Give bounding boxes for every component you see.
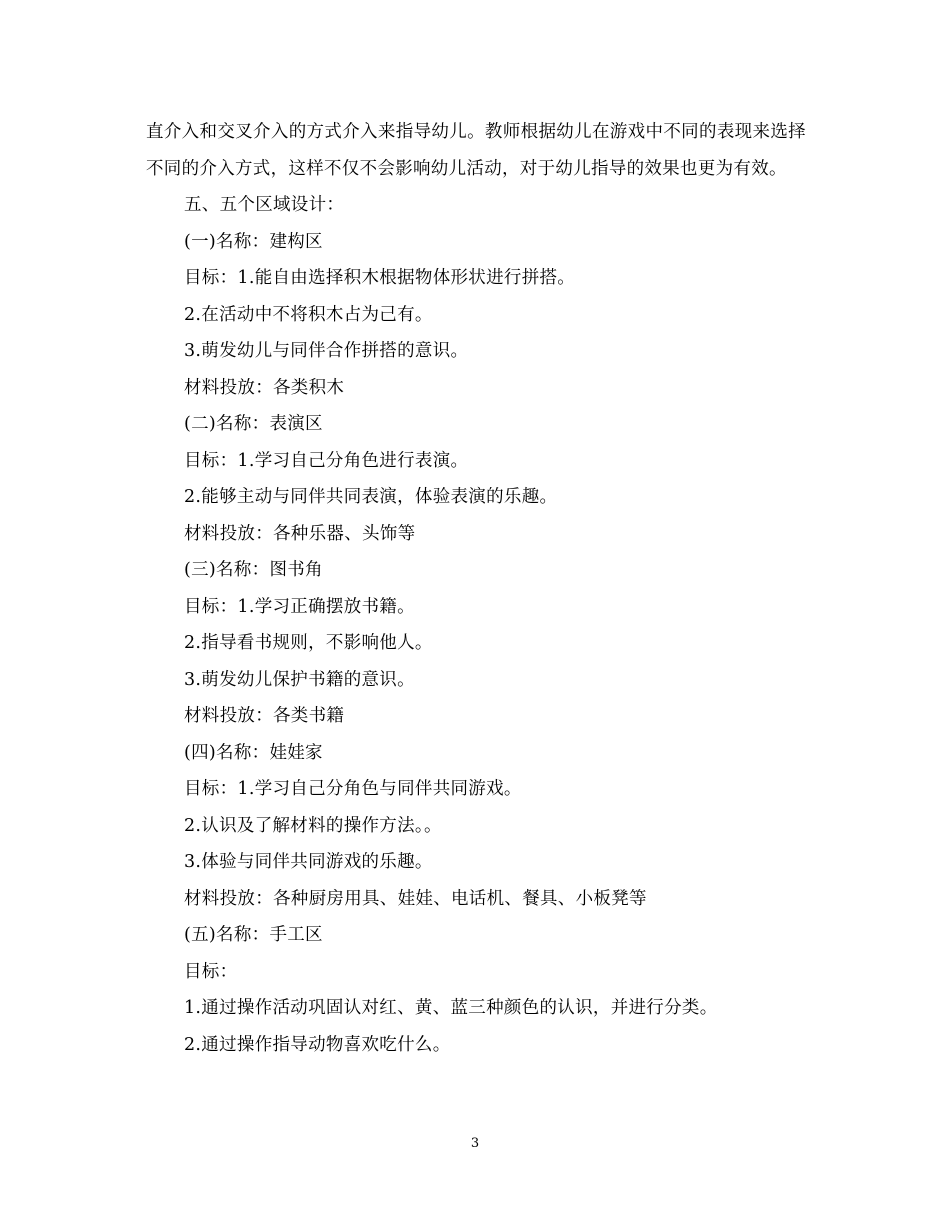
text-line: 2.指导看书规则，不影响他人。 bbox=[184, 633, 433, 653]
materials-line: 材料投放：各类积木 bbox=[184, 377, 345, 398]
document-body bbox=[146, 114, 806, 1063]
area-title-performance: (二)名称：表演区 bbox=[184, 414, 323, 434]
text-line: 2.认识及了解材料的操作方法。。 bbox=[184, 815, 442, 836]
text-line: 3.体验与同伴共同游戏的乐趣。 bbox=[184, 852, 433, 872]
area-title-doll-house: (四)名称：娃娃家 bbox=[184, 742, 323, 763]
text-line: 3.萌发幼儿与同伴合作拼搭的意识。 bbox=[184, 341, 469, 361]
opening-paragraph: 直介入和交叉介入的方式介入来指导幼儿。教师根据幼儿在游戏中不同的表现来选择不同的介入方式，这样不仅不会影响幼儿活动，对于幼儿指导的效果也更为有效。 bbox=[146, 122, 806, 179]
text-line: 目标：1.学习自己分角色进行表演。 bbox=[184, 450, 469, 471]
materials-line: 材料投放：各种厨房用具、娃娃、电话机、餐具、小板凳等 bbox=[184, 888, 647, 909]
area-title-book-corner: (三)名称：图书角 bbox=[184, 560, 323, 580]
text-line: 目标： bbox=[184, 961, 238, 982]
text-line: 1.通过操作活动巩固认对红、黄、蓝三种颜色的认识，并进行分类。 bbox=[184, 998, 718, 1018]
text-line: 目标：1.能自由选择积木根据物体形状进行拼搭。 bbox=[184, 268, 576, 288]
text-line: 目标：1.学习正确摆放书籍。 bbox=[184, 596, 415, 617]
materials-line: 材料投放：各类书籍 bbox=[184, 706, 345, 726]
materials-line: 材料投放：各种乐器、头饰等 bbox=[184, 523, 416, 544]
page-number: 3 bbox=[470, 1136, 480, 1151]
text-line: 2.通过操作指导动物喜欢吃什么。 bbox=[184, 1034, 451, 1055]
text-line: 2.能够主动与同伴共同表演，体验表演的乐趣。 bbox=[184, 487, 558, 507]
text-line: 目标：1.学习自己分角色与同伴共同游戏。 bbox=[184, 779, 522, 799]
text-line: 3.萌发幼儿保护书籍的意识。 bbox=[184, 669, 415, 690]
area-title-construction: (一)名称：建构区 bbox=[184, 231, 323, 252]
area-title-handcraft: (五)名称：手工区 bbox=[184, 925, 323, 945]
section-heading: 五、五个区域设计： bbox=[184, 195, 345, 215]
text-line: 2.在活动中不将积木占为己有。 bbox=[184, 304, 433, 325]
